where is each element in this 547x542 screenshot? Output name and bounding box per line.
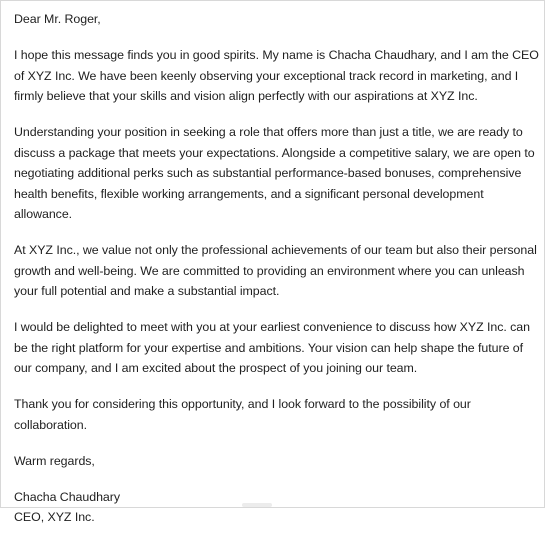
closing: Warm regards, bbox=[14, 453, 95, 468]
paragraph-thanks: Thank you for considering this opportunity, and I look forward to the possibility of our collaboration. bbox=[14, 397, 471, 432]
scroll-indicator bbox=[242, 503, 272, 507]
paragraph-values: At XYZ Inc., we value not only the professional achievements of our team but also their personal growth and well-being. We are committed to providing an environment where you can unleash your full potential and make a substantial impact. bbox=[14, 243, 537, 298]
signature-block bbox=[14, 487, 539, 528]
paragraph-intro: I hope this message finds you in good spirits. My name is Chacha Chaudhary, and I am the CEO of XYZ Inc. We have been keenly observing your exceptional track record in marketing, and I firmly believe that your skills and vision align perfectly with our aspirations at XYZ Inc. bbox=[14, 48, 539, 103]
letter-body bbox=[14, 9, 539, 542]
signature-title: CEO, XYZ Inc. bbox=[14, 510, 95, 524]
salutation: Dear Mr. Roger, bbox=[14, 12, 101, 26]
paragraph-meeting: I would be delighted to meet with you at your earliest convenience to discuss how XYZ Inc. can be the right platform for your expertise and ambitions. Your vision can help shape the future of our company, and I am excited about the prospect of you joining our team. bbox=[14, 320, 530, 375]
signature-name: Chacha Chaudhary bbox=[14, 489, 120, 504]
paragraph-offer: Understanding your position in seeking a role that offers more than just a title, we are ready to discuss a package that meets your expectations. Alongside a competitive salary, we are open to negotiating additional perks such as substantial performance-based bonuses, comprehensive health benefits, flexible working arrangements, and a significant personal development allowance. bbox=[14, 125, 535, 221]
